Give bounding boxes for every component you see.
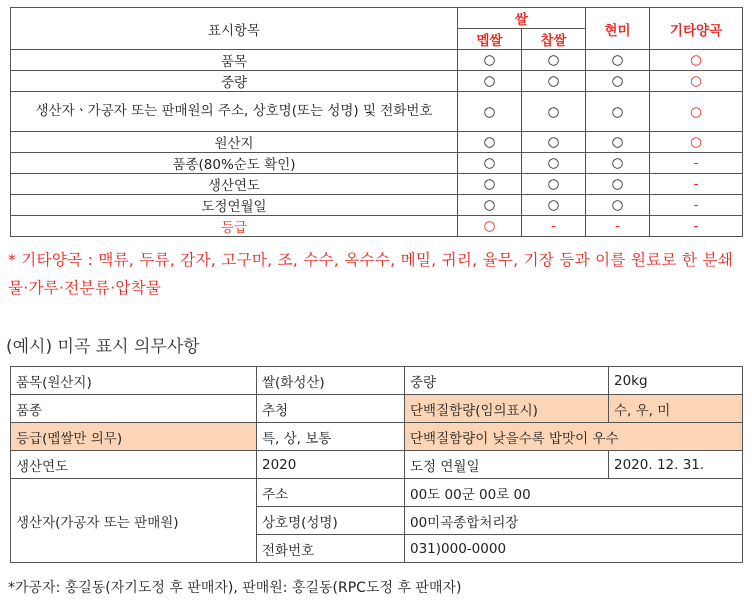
producer-label: 생산자(가공자 또는 판매원): [11, 479, 257, 563]
table-row: [11, 50, 743, 71]
dash-mark: -: [522, 216, 586, 237]
footnote: *가공자: 홍길동(자기도정 후 판매자), 판매원: 홍길동(RPC도정 후 판매자): [8, 580, 462, 596]
dash-mark: -: [650, 174, 743, 195]
cell: 쌀(화성산): [257, 367, 405, 395]
circle-mark: ○: [458, 153, 522, 174]
circle-mark: ○: [586, 153, 650, 174]
table-row: [11, 479, 743, 507]
circle-mark: ○: [458, 216, 522, 237]
table-row: [11, 92, 743, 132]
cell: 도정 연월일: [405, 451, 609, 479]
cell: 2020: [257, 451, 405, 479]
row-label: 품종(80%순도 확인): [11, 153, 458, 174]
cell: 00도 00군 00로 00: [405, 479, 743, 507]
cell: 2020. 12. 31.: [609, 451, 743, 479]
table-row: [11, 367, 743, 395]
cell: 생산연도: [11, 451, 257, 479]
circle-mark: ○: [458, 195, 522, 216]
cell: 추청: [257, 395, 405, 423]
circle-mark: ○: [586, 71, 650, 92]
circle-mark: ○: [458, 132, 522, 153]
cell: 등급(멥쌀만 의무): [11, 423, 257, 451]
cell: 031)000-0000: [405, 535, 743, 563]
row-label: 생산연도: [11, 174, 458, 195]
dash-mark: -: [650, 195, 743, 216]
row-label: 품목: [11, 50, 458, 71]
circle-mark: ○: [522, 71, 586, 92]
header-other-grains: 기타양곡: [650, 8, 743, 50]
table-row: [11, 451, 743, 479]
dash-mark: -: [650, 216, 743, 237]
circle-mark: ○: [522, 153, 586, 174]
cell: 주소: [257, 479, 405, 507]
row-label: 원산지: [11, 132, 458, 153]
cell: 단백질함량(임의표시): [405, 395, 609, 423]
cell: 전화번호: [257, 535, 405, 563]
table-row: [11, 132, 743, 153]
cell: 특, 상, 보통: [257, 423, 405, 451]
header-rice-glutinous: 찹쌀: [522, 29, 586, 50]
other-grains-note: * 기타양곡 : 맥류, 두류, 감자, 고구마, 조, 수수, 옥수수, 메밀, 귀리, 율무, 기장 등과 이를 원료로 한 분쇄물·가루·전분류·압착물: [8, 251, 734, 297]
row-label: 중량: [11, 71, 458, 92]
cell: 단백질함량이 낮을수록 밥맛이 우수: [405, 423, 743, 451]
circle-mark: ○: [458, 50, 522, 71]
example-label-table: [10, 366, 743, 563]
table-row: [11, 216, 743, 237]
circle-mark: ○: [586, 92, 650, 132]
circle-mark: ○: [650, 92, 743, 132]
cell: 20kg: [609, 367, 743, 395]
header-item: 표시항목: [11, 8, 458, 50]
dash-mark: -: [586, 216, 650, 237]
circle-mark: ○: [522, 132, 586, 153]
table-row: [11, 174, 743, 195]
dash-mark: -: [650, 153, 743, 174]
circle-mark: ○: [522, 92, 586, 132]
circle-mark: ○: [522, 50, 586, 71]
header-rice: 쌀: [458, 8, 586, 29]
circle-mark: ○: [522, 174, 586, 195]
table-row: [11, 153, 743, 174]
circle-mark: ○: [458, 92, 522, 132]
table-row: [11, 423, 743, 451]
section-title: (예시) 미곡 표시 의무사항: [6, 337, 200, 357]
cell: 00미곡종합처리장: [405, 507, 743, 535]
row-label: 생산자ㆍ가공자 또는 판매원의 주소, 상호명(또는 성명) 및 전화번호: [11, 92, 458, 132]
circle-mark: ○: [586, 50, 650, 71]
table-row: [11, 71, 743, 92]
circle-mark: ○: [586, 195, 650, 216]
circle-mark: ○: [458, 71, 522, 92]
row-label: 도정연월일: [11, 195, 458, 216]
labeling-items-table: [10, 7, 743, 237]
cell: 상호명(성명): [257, 507, 405, 535]
circle-mark: ○: [650, 71, 743, 92]
circle-mark: ○: [458, 174, 522, 195]
header-rice-nonglutinous: 멥쌀: [458, 29, 522, 50]
circle-mark: ○: [522, 195, 586, 216]
cell: 수, 우, 미: [609, 395, 743, 423]
circle-mark: ○: [586, 174, 650, 195]
circle-mark: ○: [650, 50, 743, 71]
cell: 품종: [11, 395, 257, 423]
header-brown-rice: 현미: [586, 8, 650, 50]
table-row: [11, 195, 743, 216]
circle-mark: ○: [650, 132, 743, 153]
circle-mark: ○: [586, 132, 650, 153]
cell: 중량: [405, 367, 609, 395]
row-label: 등급: [11, 216, 458, 237]
cell: 품목(원산지): [11, 367, 257, 395]
table-row: [11, 395, 743, 423]
